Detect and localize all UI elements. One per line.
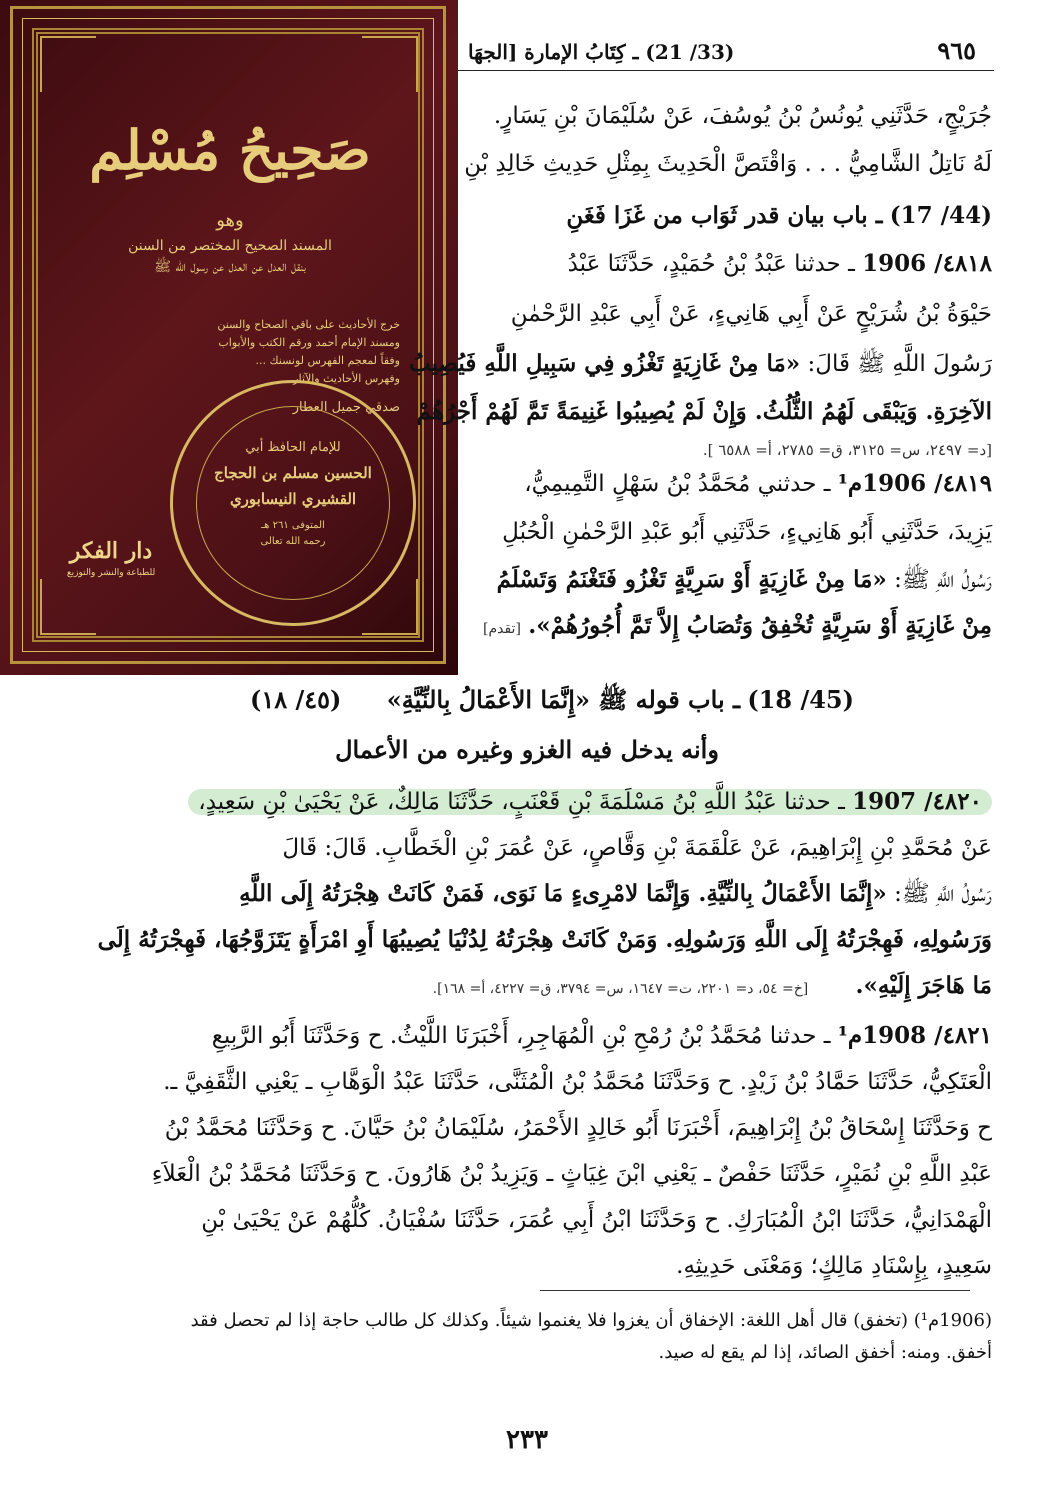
cover-author-line: للإمام الحافظ أبي <box>245 440 341 455</box>
book-cover-image <box>0 0 458 675</box>
hadith-number: ٤٨١٨/ 1906 <box>862 250 992 277</box>
hadith-matn: «مَا مِنْ غَازِيَةٍ تَغْزُو فِي سَبِيلِ اللَّهِ فَيُصِيبُ <box>408 350 801 377</box>
page-footer-number: ٢٣٣ <box>506 1425 548 1455</box>
hadith-number: ٤٨١٩/ 1906م¹ <box>837 470 992 497</box>
hadith-matn-line <box>50 920 992 960</box>
text-line: الْهَمْدَانِيُّ، حَدَّثَنَا ابْنُ الْمُبَارَكِ. ح وَحَدَّثَنَا ابْنُ أَبِي عُمَرَ، حَدَّثَنَا سُفْيَانُ. كُلُّهُمْ عَنْ يَحْيَىٰ بْنِ <box>201 1207 992 1233</box>
text-line: ح وَحَدَّثَنَا إِسْحَاقُ بْنُ إِبْرَاهِيمَ، أَخْبَرَنَا أَبُو خَالِدٍ الأَحْمَرُ، سُلَيْمَانُ بْنُ حَيَّانَ. ح وَحَدَّثَنَا مُحَمَّدُ بْنُ <box>164 1115 992 1141</box>
hadith-line <box>462 464 992 504</box>
cover-side-text: ومسند الإمام أحمد ورقم الكتب والأبواب <box>218 336 400 349</box>
cover-author-line: القشيري النيسابوري <box>229 490 357 508</box>
hadith-matn: مِنْ غَازِيَةٍ أَوْ سَرِيَّةٍ تُخْفِقُ وَتُصَابُ إِلاَّ تَمَّ أُجُورُهُمْ». <box>528 612 992 639</box>
hadith-line <box>50 1016 992 1056</box>
publisher-tagline: للطباعة والنشر والتوزيع <box>66 568 156 578</box>
hadith-number: ٤٨٢٠/ 1907 <box>852 788 982 815</box>
cover-corner-ornament <box>362 36 418 92</box>
cover-publisher <box>56 538 166 578</box>
cover-title: صَحِيحُ مُسْلِم <box>89 118 371 182</box>
chapter-subtitle: وأنه يدخل فيه الغزو وغيره من الأعمال <box>335 735 719 764</box>
text-segment: رَسُولُ اللَّهِ ﷺ: <box>894 881 992 907</box>
footnote-divider <box>540 1290 970 1291</box>
reference-note: [خ= ٥٤، د= ٢٢٠١، ت= ١٦٤٧، س= ٣٧٩٤، ق= ٤٢٢٧، أ= ١٦٨]. <box>432 981 809 997</box>
hadith-matn-line <box>462 606 992 649</box>
chapter-title: ـ باب قوله ﷺ «إِنَّمَا الأَعْمَالُ بِالنِّيَّةِ» <box>386 685 741 714</box>
text-line <box>408 344 992 384</box>
highlighted-segment <box>188 789 992 815</box>
hadith-matn: وَرَسُولِهِ، فَهِجْرَتُهُ إِلَى اللَّهِ وَرَسُولِهِ. وَمَنْ كَانَتْ هِجْرَتُهُ لِدُنْيَا يُصِيبُهَا أَوِ امْرَأَةٍ يَتَزَوَّجُهَا، فَهِجْرَتُهُ إِلَى <box>97 926 992 953</box>
text-line: سَعِيدٍ، بِإِسْنَادِ مَالِكٍ؛ وَمَعْنَى حَدِيثِهِ. <box>676 1253 992 1279</box>
cover-subtitle-1: المسند الصحيح المختصر من السنن <box>128 238 332 254</box>
cover-corner-ornament <box>40 579 96 635</box>
page-header <box>450 30 994 71</box>
cover-editor: صدقي جميل العطار <box>292 400 400 415</box>
chapter-heading <box>462 196 992 236</box>
publisher-name: دار الفكر <box>69 538 153 564</box>
hadith-matn: الآخِرَةِ. وَيَبْقَى لَهُمُ الثُّلُثُ. وَإِنْ لَمْ يُصِيبُوا غَنِيمَةً تَمَّ لَهُمْ أَجْرُهُمْ <box>416 398 992 425</box>
footnote-line: (1906م¹) (تخفق) قال أهل اللغة: الإخفاق أن يغزوا فلا يغنموا شيئاً. وكذلك كل طالب حاجة إذا لم تحصل فقد <box>190 1310 992 1331</box>
text-line <box>462 560 992 600</box>
hadith-text: ـ حدثني مُحَمَّدُ بْنُ سَهْلٍ التَّمِيمِيُّ، <box>524 471 831 497</box>
hadith-matn-line <box>50 966 992 1009</box>
cover-subtitle-2: بنقل العدل عن العدل عن رسول الله ﷺ <box>154 259 306 275</box>
text-line: الْعَتَكِيُّ، حَدَّثَنَا حَمَّادُ بْنُ زَيْدٍ. ح وَحَدَّثَنَا مُحَمَّدُ بْنُ الْمُثَنَّى، حَدَّثَنَا عَبْدُ الْوَهَّابِ ـ يَعْنِي الثَّقَفِيَّ ـ. <box>163 1069 992 1095</box>
reference-line: [د= ٢٤٩٧، س= ٣١٢٥، ق= ٢٧٨٥، أ= ٦٥٨٨ ]. <box>702 441 992 459</box>
footnote-line: أخفق. ومنه: أخفق الصائد، إذا لم يقع له صيد. <box>658 1342 992 1363</box>
text-line: عَبْدِ اللَّهِ بْنِ نُمَيْرٍ، حَدَّثَنَا حَفْصٌ ـ يَعْنِي ابْنَ غِيَاثٍ ـ وَيَزِيدُ بْنُ هَارُونَ. ح وَحَدَّثَنَا مُحَمَّدُ بْنُ الْعَلاَءِ <box>151 1161 992 1187</box>
hadith-text: ـ حدثنا عَبْدُ بْنُ حُمَيْدٍ، حَدَّثَنَا عَبْدُ <box>567 251 855 277</box>
cover-corner-ornament <box>40 36 96 92</box>
text-line: يَزِيدَ، حَدَّثَنِي أَبُو هَانِيءٍ، حَدَّثَنِي أَبُو عَبْدِ الرَّحْمٰنِ الْحُبُلِ <box>502 519 992 545</box>
cover-side-text: وفهرس الأحاديث والآثار ... <box>279 372 400 385</box>
cover-side-text: خرج الأحاديث على باقي الصحاح والسنن <box>217 318 400 331</box>
hadith-line <box>462 244 992 284</box>
chapter-ref: (44/ 17) <box>889 202 992 229</box>
hadith-line <box>80 782 992 822</box>
hadith-number: ٤٨٢١/ 1908م¹ <box>837 1022 992 1049</box>
text-line <box>50 874 992 914</box>
cover-author-line: المتوفى ٢٦١ هـ <box>261 520 325 531</box>
text-line: حَيْوَةُ بْنُ شُرَيْحٍ عَنْ أَبِي هَانِيءٍ، عَنْ أَبِي عَبْدِ الرَّحْمٰنِ <box>510 301 992 327</box>
cover-author-line: رحمه الله تعالى <box>260 536 326 547</box>
chapter-ref-arabic: (٤٥/ ١٨) <box>250 685 342 714</box>
chapter-title: ـ باب بيان قدر ثَوَاب من غَزَا فَغَنِ <box>566 202 883 229</box>
text-segment: رَسُولُ اللَّهِ ﷺ: <box>894 567 992 593</box>
hadith-matn: مَا هَاجَرَ إِلَيْهِ». <box>855 972 992 999</box>
cover-wahuwa: وهو <box>216 210 244 231</box>
hadith-matn: «إِنَّمَا الأَعْمَالُ بِالنِّيَّةِ. وَإِنَّمَا لامْرِىءٍ مَا نَوَى، فَمَنْ كَانَتْ هِجْرَتُهُ إِلَى اللَّهِ <box>239 880 887 907</box>
page-number: ٩٦٥ <box>937 36 976 65</box>
hadith-text: ـ حدثنا عَبْدُ اللَّهِ بْنُ مَسْلَمَةَ بْنِ قَعْنَبٍ، <box>501 789 845 815</box>
text-segment: رَسُولَ اللَّهِ ﷺ قَالَ: <box>807 351 992 377</box>
hadith-text: ـ حدثنا مُحَمَّدُ بْنُ رُمْحِ بْنِ الْمُهَاجِرِ، أَخْبَرَنَا اللَّيْثُ. ح وَحَدَّثَنَا أَبُو الرَّبِيعِ <box>211 1023 831 1049</box>
text-line: جُرَيْجٍ، حَدَّثَنِي يُونُسُ بْنُ يُوسُفَ، عَنْ سُلَيْمَانَ بْنِ يَسَارٍ. <box>493 103 992 129</box>
hadith-text-highlight: حَدَّثَنَا مَالِكٌ، عَنْ يَحْيَىٰ بْنِ سَعِيدٍ، <box>198 789 494 815</box>
reference-note: [تقدم] <box>483 621 521 637</box>
hadith-matn-line <box>416 392 992 432</box>
cover-author-line: الحسين مسلم بن الحجاج <box>214 464 372 482</box>
running-title: (33/ 21) ـ كِتَابُ الإمارة [الجهَا <box>468 40 735 64</box>
cover-side-text: وفقاً لمعجم الفهرس لونسنك ... <box>255 354 400 367</box>
text-line: لَهُ نَاتِلُ الشَّامِيُّ . . . وَاقْتَصَّ الْحَدِيثَ بِمِثْلِ حَدِيثِ خَالِدِ بْنِ <box>464 151 992 177</box>
text-line: عَنْ مُحَمَّدِ بْنِ إِبْرَاهِيمَ، عَنْ عَلْقَمَةَ بْنِ وَقَّاصٍ، عَنْ عُمَرَ بْنِ الْخَطَّابِ. قَالَ: قَالَ <box>282 835 992 861</box>
chapter-ref: (45/ 18) <box>747 685 854 714</box>
hadith-matn: «مَا مِنْ غَازِيَةٍ أَوْ سَرِيَّةٍ تَغْزُو فَتَغْنَمُ وَتَسْلَمُ <box>496 566 887 593</box>
